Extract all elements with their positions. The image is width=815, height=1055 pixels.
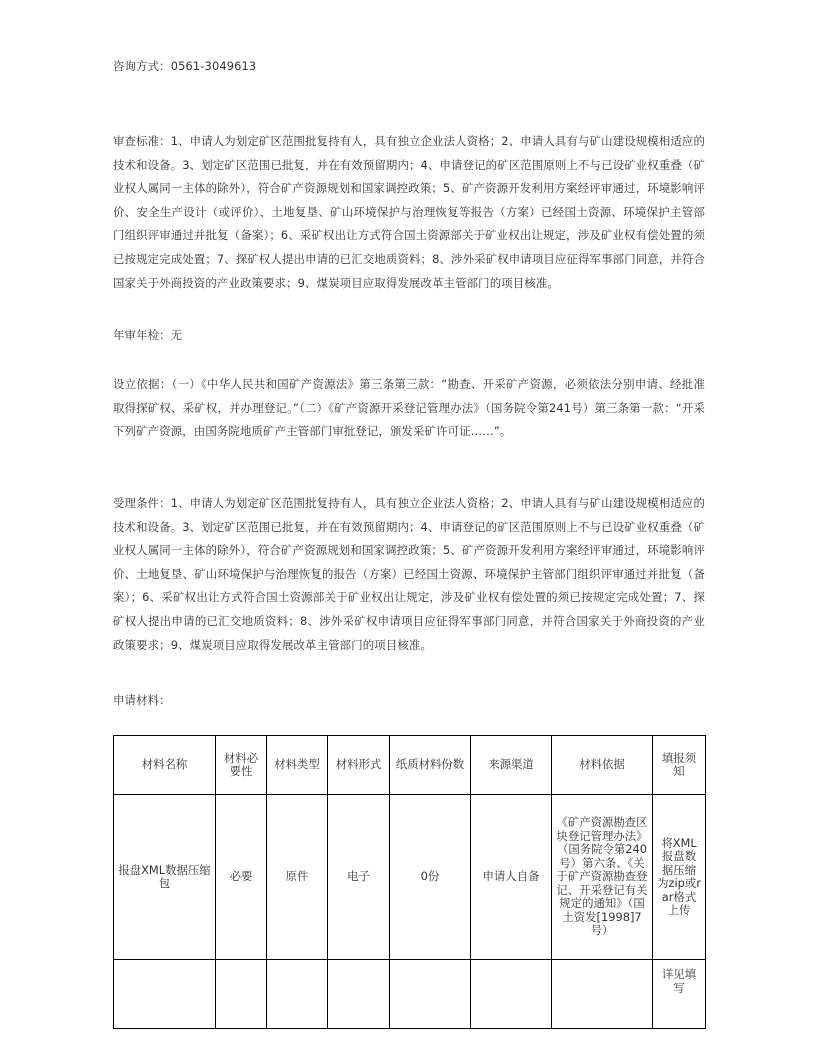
cell-notes: 将XML报盘数据压缩为zip或rar格式上传 [653, 795, 706, 960]
header-necessity: 材料必要性 [216, 736, 267, 795]
materials-label: 申请材料： [113, 693, 171, 707]
header-notes: 填报须知 [653, 736, 706, 795]
cell-material-type [267, 960, 328, 1029]
cell-source: 申请人自备 [471, 795, 552, 960]
cell-material-name [114, 960, 216, 1029]
legal-basis-paragraph: 设立依据：（一）《中华人民共和国矿产资源法》第三条第三款：“勘查、开采矿产资源，必须依法分别申请、经批准取得探矿权、采矿权，并办理登记。”（二）《矿产资源开采登记管理办法》（国务院令第241号）第三条第一款：“开采下列矿产资源，由国务院地质矿产主管部门审批登记，颁发采矿许可证……”。 [113, 377, 705, 439]
cell-source [471, 960, 552, 1029]
cell-basis: 《矿产资源勘查区块登记管理办法》（国务院令第240号）第六条、《关于矿产资源勘查登记、开采登记有关规定的通知》（国土资发[1998]7号） [552, 795, 653, 960]
header-material-type: 材料类型 [267, 736, 328, 795]
materials-table [113, 735, 706, 1029]
cell-necessity [216, 960, 267, 1029]
cell-basis [552, 960, 653, 1029]
annual-check-paragraph: 年审年检：无 [113, 328, 183, 342]
header-material-form: 材料形式 [328, 736, 390, 795]
header-basis: 材料依据 [552, 736, 653, 795]
acceptance-conditions-paragraph: 受理条件：1、申请人为划定矿区范围批复持有人，具有独立企业法人资格；2、申请人具有与矿山建设规模相适应的技术和设备。3、划定矿区范围已批复，并在有效预留期内；4、申请登记的矿区范围原则上不与已设矿业权重叠（矿业权人属同一主体的除外），符合矿产资源规划和国家调控政策；5、矿产资源开发利用方案经评审通过，环境影响评价、土地复垦、矿山环境保护与治理恢复的报告（方案）已经国土资源、环境保护主管部门组织评审通过并批复（备案）；6、采矿权出让方式符合国土资源部关于矿业权出让规定，涉及矿业权有偿处置的须已按规定完成处置；7、探矿权人提出申请的已汇交地质资料；8、涉外采矿权申请项目应征得军事部门同意，并符合国家关于外商投资的产业政策要求；9、煤炭项目应取得发展改革主管部门的项目核准。 [113, 496, 705, 652]
cell-paper-copies: 0份 [390, 795, 471, 960]
cell-material-name: 报盘XML数据压缩包 [114, 795, 216, 960]
review-standard-paragraph: 审查标准：1、申请人为划定矿区范围批复持有人，具有独立企业法人资格；2、申请人具有与矿山建设规模相适应的技术和设备。3、划定矿区范围已批复，并在有效预留期内；4、申请登记的矿区范围原则上不与已设矿业权重叠（矿业权人属同一主体的除外），符合矿产资源规划和国家调控政策；5、矿产资源开发利用方案经评审通过，环境影响评价、安全生产设计（或评价）、土地复垦、矿山环境保护与治理恢复等报告（方案）已经国土资源、环境保护主管部门组织评审通过并批复（备案）；6、采矿权出让方式符合国土资源部关于矿业权出让规定，涉及矿业权有偿处置的须已按规定完成处置；7、探矿权人提出申请的已汇交地质资料；8、涉外采矿权申请项目应征得军事部门同意，并符合国家关于外商投资的产业政策要求；9、煤炭项目应取得发展改革主管部门的项目核准。 [113, 134, 705, 290]
table-header-row [114, 736, 706, 795]
cell-paper-copies [390, 960, 471, 1029]
cell-material-form [328, 960, 390, 1029]
cell-necessity: 必要 [216, 795, 267, 960]
cell-notes: 详见填写 [653, 960, 706, 1029]
contact-info: 咨询方式：0561-3049613 [113, 59, 257, 73]
table-row [114, 960, 706, 1029]
cell-material-form: 电子 [328, 795, 390, 960]
table-row [114, 795, 706, 960]
header-paper-copies: 纸质材料份数 [390, 736, 471, 795]
cell-material-type: 原件 [267, 795, 328, 960]
header-source: 来源渠道 [471, 736, 552, 795]
header-material-name: 材料名称 [114, 736, 216, 795]
